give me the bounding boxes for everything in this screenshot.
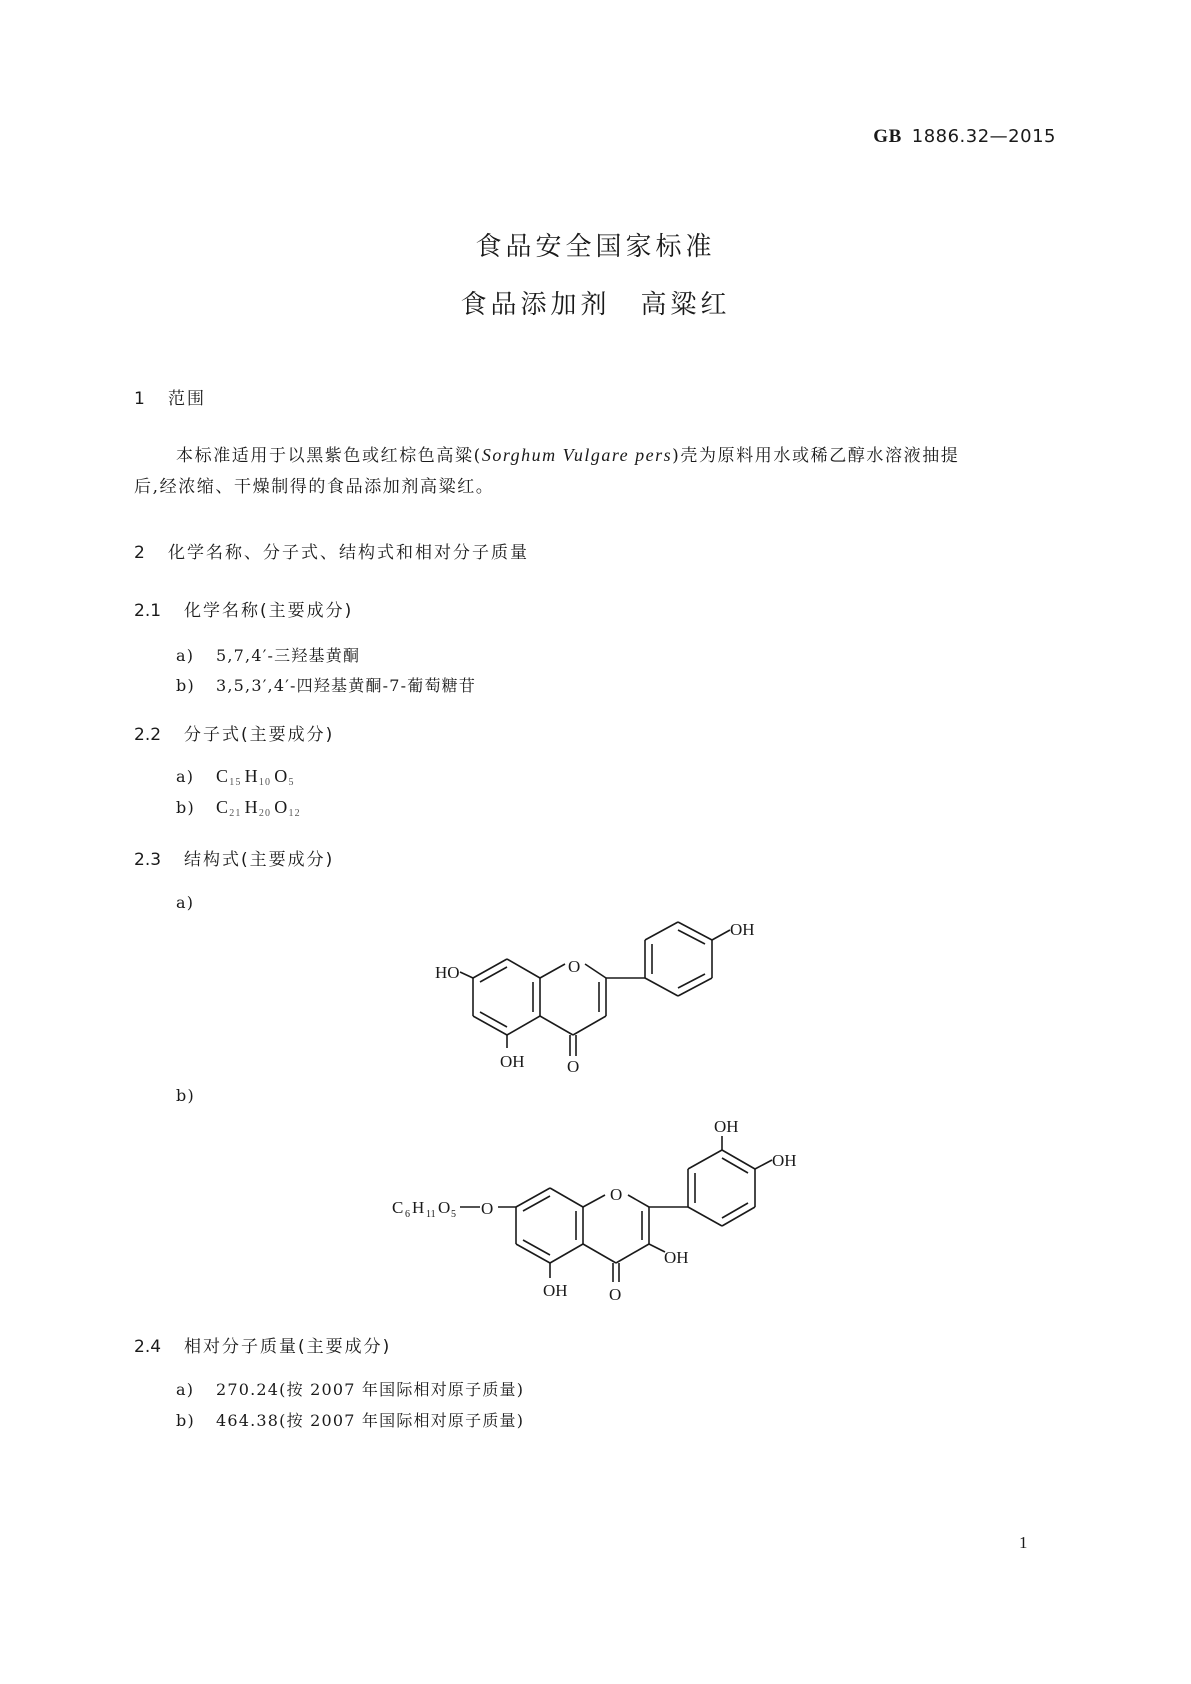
section-2-2-heading [134, 720, 334, 745]
section-title: 分子式(主要成分) [184, 725, 335, 745]
svg-text:5: 5 [451, 1209, 456, 1220]
item-text: 5,7,4′-三羟基黄酮 [216, 646, 361, 665]
svg-text:O: O [568, 957, 581, 976]
section-1-heading [134, 384, 206, 409]
scope-text: 本标准适用于以黑紫色或红棕色高粱( [176, 446, 482, 466]
section-number: 2 [134, 543, 145, 563]
section-number: 1 [134, 389, 145, 409]
section-2-4-heading [134, 1332, 391, 1357]
scope-paragraph-line2: 后,经浓缩、干燥制得的食品添加剂高粱红。 [134, 477, 495, 497]
section-2-heading [134, 538, 529, 563]
svg-text:HO: HO [435, 963, 460, 982]
svg-text:H: H [412, 1198, 425, 1217]
chemical-name-a [176, 643, 360, 666]
molecular-formula-a [176, 766, 298, 788]
molecular-mass-a [176, 1377, 524, 1400]
item-label: b) [176, 1411, 195, 1430]
svg-text:O: O [567, 1057, 580, 1076]
chemical-name-b [176, 673, 476, 696]
scope-text: )壳为原料用水或稀乙醇水溶液抽提 [672, 446, 960, 466]
standard-code-number: 1886.32—2015 [911, 126, 1056, 147]
standard-code [873, 126, 1056, 148]
svg-text:O: O [610, 1185, 623, 1204]
item-label: a) [176, 646, 195, 665]
item-text: 464.38(按 2007 年国际相对原子质量) [216, 1411, 525, 1430]
scope-paragraph-line1 [176, 439, 959, 472]
svg-text:11: 11 [426, 1209, 436, 1220]
svg-text:C: C [392, 1198, 404, 1217]
svg-text:6: 6 [405, 1209, 410, 1220]
section-number: 2.3 [134, 850, 162, 870]
section-2-3-heading [134, 845, 334, 870]
svg-text:O: O [609, 1285, 622, 1304]
svg-text:OH: OH [730, 920, 755, 939]
section-title: 结构式(主要成分) [184, 850, 335, 870]
scientific-name: Sorghum Vulgare pers [481, 445, 673, 465]
svg-text:OH: OH [714, 1117, 739, 1136]
molecular-mass-b [176, 1408, 524, 1431]
svg-text:OH: OH [772, 1151, 797, 1170]
svg-text:OH: OH [500, 1052, 525, 1071]
formula: $C_{15}$ $H_{10}$ $O_5$ [216, 766, 295, 788]
svg-text:O: O [438, 1198, 451, 1217]
section-number: 2.4 [134, 1337, 162, 1357]
section-number: 2.2 [134, 725, 162, 745]
section-title: 范围 [168, 389, 206, 409]
page-number: 1 [1019, 1533, 1028, 1552]
svg-text:OH: OH [543, 1281, 568, 1300]
structure-diagram-b [380, 1100, 840, 1320]
section-2-1-heading [134, 596, 353, 621]
standard-code-prefix: GB [873, 126, 902, 147]
section-title: 化学名称、分子式、结构式和相对分子质量 [168, 543, 529, 563]
section-number: 2.1 [134, 601, 162, 621]
item-text: 3,5,3′,4′-四羟基黄酮-7-葡萄糖苷 [216, 676, 477, 695]
item-text: 270.24(按 2007 年国际相对原子质量) [216, 1380, 525, 1399]
item-label: b) [176, 798, 195, 817]
section-title: 化学名称(主要成分) [184, 601, 354, 621]
molecular-formula-b [176, 797, 304, 819]
svg-text:O: O [481, 1199, 494, 1218]
structure-label-a: a) [176, 893, 195, 912]
structure-diagram-a [400, 900, 800, 1100]
document-title-line1: 食品安全国家标准 [475, 232, 716, 262]
structure-label-b: b) [176, 1086, 195, 1105]
item-label: a) [176, 767, 195, 786]
svg-text:OH: OH [664, 1248, 689, 1267]
document-title-line2: 食品添加剂 高粱红 [460, 290, 731, 320]
item-label: b) [176, 676, 195, 695]
section-title: 相对分子质量(主要成分) [184, 1337, 392, 1357]
formula: $C_{21}$ $H_{20}$ $O_{12}$ [216, 797, 301, 819]
item-label: a) [176, 1380, 195, 1399]
